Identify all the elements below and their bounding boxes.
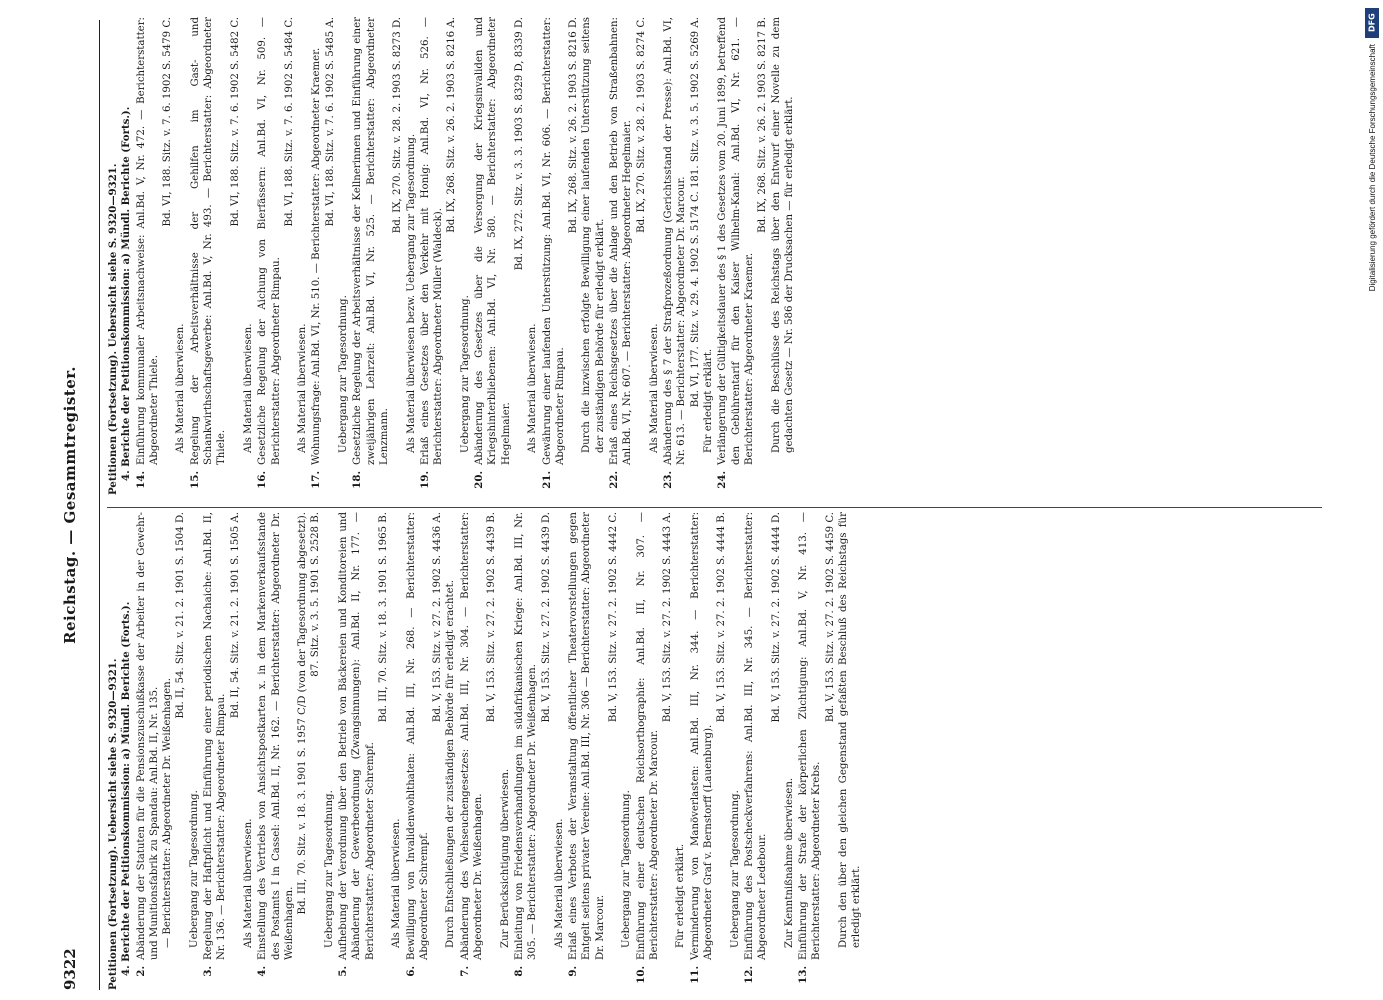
entry-text: Einführung kommunaler Arbeitsnachweise: Anl.Bd. V, Nr. 472. — Berichterstatter: Abgeordneter Thiele. [135,17,160,465]
entry-body [689,512,742,960]
entry-text: Als Material überwiesen. [553,818,565,948]
entry-text: Als Material überwiesen bezw. Uebergang zur Tagesordnung. [405,133,417,453]
entry-reference: Bd. V, 153. Sitz. v. 27. 2. 1902 S. 4439 B. [486,512,498,723]
entry-text: Regelung der Haftpflicht und Einführung einer periodischen Nachaiche: Anl.Bd. II, Nr. 136. — Berichterstatter: Abgeordneter Rimpau. [203,512,228,960]
entry-body [541,17,607,465]
entry-number: 10. [634,966,647,984]
right-column-heading: Petitionen (Fortsetzung). Uebersicht siehe S. 9320—9321. [107,163,119,495]
right-entries [135,17,797,495]
left-column-heading: Petitionen (Fortsetzung). Uebersicht siehe S. 9320—9321. [107,658,119,990]
entry-body [337,512,403,960]
entry-reference: Bd. IX, 268. Sitz. v. 26. 2. 1903 S. 8216 D. [568,17,580,234]
entry-number: 24. [716,471,729,489]
index-entry [635,512,688,990]
entry-number: 4. [256,966,269,977]
index-entry [567,512,633,990]
entry-body [135,512,201,960]
entry-number: 16. [256,471,269,489]
entry-text: Verminderung von Manöverlasten: Anl.Bd. III, Nr. 344. — Berichterstatter: Abgeordneter Graf v. Bernstorff (Lauenburg). [689,512,715,960]
entry-reference: Bd. V, 153. Sitz. v. 27. 2. 1902 S. 4442 C. [607,512,619,723]
entry-body [608,17,661,465]
entry-text: Regelung der Arbeitsverhältnisse der Gehilfen im Gast- und Schankwirthschaftsgewerbe: Anl.Bd. V, Nr. 493. — Berichterstatter: Abgeordneter Thiele. [189,17,228,465]
entry-text: Verlängerung der Gültigkeitsdauer des § 1 des Gesetzes vom 20. Juni 1899, betreffend den Gebührentarif für den Kaiser Wilhelm-Kanal: Anl.Bd. VI, Nr. 621. — Berichterstatter: Abgeordneter Kraemer. [717,17,755,465]
entry-body [567,512,633,960]
entry-text: Als Material überwiesen. [297,323,309,453]
rotated-page [55,0,1345,1000]
entry-text: Einführung einer deutschen Reichsorthographie: Anl.Bd. III, Nr. 307. — Berichterstatter: Abgeordneter Dr. Marcour. [635,512,660,960]
entry-body [202,512,255,960]
entry-reference: Bd. II, 54. Sitz. v. 21. 2. 1901 S. 1504 D. [175,512,187,719]
entry-text: Als Material überwiesen. [648,323,660,453]
entry-body [662,17,715,465]
index-entry [351,17,417,495]
entry-text: Aufhebung der Verordnung über den Betrieb von Bäckereien und Konditoreien und Abänderung der Gewerbeordnung (Zwangsinnungen): Anl.Bd. II, Nr. 177. — Berichterstatter: Abgeordneter Schrempf. [338,512,376,960]
entry-body [716,17,796,465]
entry-text: Als Material überwiesen. [242,818,254,948]
column-divider [107,507,1322,508]
index-entry [608,17,661,495]
digitization-credit: Digitalisierung gefördert durch die Deutsche Forschungsgemeinschaft [1367,44,1377,292]
entry-text: Erlaß eines Gesetzes über den Verkehr mit Honig: Anl.Bd. VI, Nr. 526. — Berichterstatter: Abgeordneter Müller (Waldeck). [419,17,445,465]
right-column-subheading: 4. Berichte der Petitionskommission: a) Mündl. Berichte (Forts.). [120,106,133,481]
entry-text: Zur Berücksichtigung überwiesen. [499,768,511,948]
entry-text: Durch die Beschlüsse des Reichstags über den Entwurf einer Novelle zu dem gedachten Gesetz — Nr. 586 der Drucksachen — für erledigt erklärt. [770,17,795,453]
entry-reference: Bd. IX, 270. Sitz. v. 28. 2. 1903 S. 8274 C. [635,17,647,233]
entry-text: Abänderung des Gesetzes über die Versorgung der Kriegsinvaliden und Kriegshinterbliebenen: Anl.Bd. VI, Nr. 580. — Berichterstatter: Abgeordneter Hegelmaier. [474,17,512,465]
entry-number: 2. [134,966,147,977]
entry-number: 18. [351,471,364,489]
entry-reference: 87. Sitz. v. 3. 5. 1901 S. 2528 B. [310,512,322,677]
entry-text: Als Material überwiesen. [242,323,254,453]
entry-number: 7. [458,966,471,977]
entry-text: Gesetzliche Regelung der Aichung von Bierfässern: Anl.Bd. VI, Nr. 509. — Berichterstatter: Abgeordneter Rimpau. [257,17,282,465]
entry-body [405,512,458,960]
entry-number: 21. [540,471,553,489]
entry-text: Bewilligung von Invalidenwohlthaten: Anl.Bd. III, Nr. 268. — Berichterstatter: Abgeordneter Schrempf. [405,512,430,960]
entry-text: Durch Entschließungen der zuständigen Behörde für erledigt erachtet. [445,579,457,948]
entry-reference: Bd. V, 153. Sitz. v. 27. 2. 1902 S. 4459 C. [824,512,836,723]
entry-reference: Bd. V, 153. Sitz. v. 27. 2. 1902 S. 4444 B. [716,512,728,723]
index-entry [716,17,796,495]
entry-text: Gewährung einer laufenden Unterstützung: Anl.Bd. VI, Nr. 606. — Berichterstatter: Abgeordneter Rimpau. [541,17,566,465]
entry-text: Uebergang zur Tagesordnung. [729,790,741,948]
entry-reference: Bd. VI, 188. Sitz. v. 7. 6. 1902 S. 5485 A. [324,17,336,227]
digitization-note [1365,8,1379,998]
entry-number: 8. [512,966,525,977]
entry-text: Für erledigt erklärt. [703,348,715,453]
entry-number: 19. [418,471,431,489]
entry-text: Abänderung der Statuten für die Pensionszuschußkasse der Arbeiter in der Gewehr- und Munitionsfabrik zu Spandau: Anl.Bd. II, Nr. 135. [135,512,160,960]
right-column [107,17,796,495]
index-entry [256,17,309,495]
index-entry [202,512,255,990]
entry-text: Abänderung des § 7 der Strafprozeßordnung (Gerichtsstand der Presse): Anl.Bd. VI, Nr. 613. — Berichterstatter: Abgeordneter Dr. Marcour. [663,17,688,465]
index-entry [135,512,201,990]
entry-text: Als Material überwiesen. [175,323,187,453]
page-title: Reichstag. — Gesammtregister. [61,366,79,644]
index-entry [256,512,336,990]
entry-body [513,512,566,960]
index-entry [513,512,566,990]
index-entry [419,17,472,495]
entry-number: 22. [607,471,620,489]
entry-text: Durch den über den gleichen Gegenstand gefaßten Beschluß des Reichstags für erledigt erklärt. [838,512,863,948]
page-header [55,20,95,990]
entry-number: 11. [688,966,701,984]
entry-reference: Bd. V, 153. Sitz. v. 27. 2. 1902 S. 4436 A. [432,512,444,723]
entry-body [459,512,512,960]
entry-reference: Bd. VI, 188. Sitz. v. 7. 6. 1902 S. 5479 C. [162,17,174,227]
entry-number: 6. [404,966,417,977]
index-entry [743,512,796,990]
entry-number: 12. [742,966,755,984]
entry-number: 17. [310,471,323,489]
index-entry [405,512,458,990]
entry-text: Abänderung des Viehseuchengesetzes: Anl.Bd. III, Nr. 304. — Berichterstatter: Abgeordneter Dr. Weißenhagen. [459,512,485,960]
entry-text: Einstellung des Vertriebs von Ansichtspostkarten x. in dem Markenverkaufsstande des Postamts I in Cassel: Anl.Bd. II, Nr. 162. — Berichterstatter: Abgeordneter Dr. Weißenhagen. [257,512,295,960]
entry-text: Erlaß eines Verbotes der Veranstaltung öffentlicher Theatervorstellungen gegen Entgelt seitens privater Vereine: Anl.Bd. III, Nr. 306 — Berichterstatter: Abgeordneter Dr. Marcour. [568,512,606,960]
entry-body [635,512,688,960]
entry-text: Uebergang zur Tagesordnung. [323,790,335,948]
entry-body [473,17,539,465]
index-entry [662,17,715,495]
index-entry [337,512,403,990]
entry-text: Als Material überwiesen. [527,323,539,453]
entry-text: Gesetzliche Regelung der Arbeitsverhältnisse der Kellnerinnen und Einführung einer zweijährigen Lehrzeit: Anl.Bd. VI, Nr. 525. — Berichterstatter: Abgeordneter Lenzmann. [352,17,390,465]
entry-body [256,512,336,960]
entry-body [256,17,309,465]
entry-reference: Bd. III, 70. Sitz. v. 18. 3. 1901 S. 1957 C/D (von der Tagesordnung abgesetzt). [297,512,309,915]
entry-reference: Bd. III, 70. Sitz. v. 18. 3. 1901 S. 1965 B. [377,512,389,723]
entry-number: 14. [134,471,147,489]
index-entry [541,17,607,495]
entry-reference: Bd. II, 54. Sitz. v. 21. 2. 1901 S. 1505 A. [229,512,241,719]
entry-text: Einführung der Strafe der körperlichen Züchtigung: Anl.Bd. V, Nr. 413. — Berichterstatter: Abgeordneter Krebs. [798,512,823,960]
entry-body [743,512,796,960]
entry-reference: Bd. V, 153. Sitz. v. 27. 2. 1902 S. 4443 A. [662,512,674,723]
entry-text: Uebergang zur Tagesordnung. [459,295,471,453]
entry-reference: Bd. IX, 268. Sitz. v. 26. 2. 1903 S. 8217 B. [757,17,769,233]
entry-reference: Bd. IX, 272. Sitz. v. 3. 3. 1903 S. 8329 D, 8339 D. [513,17,525,271]
entry-reference: Bd. IX, 268. Sitz. v. 26. 2. 1903 S. 8216 A. [446,17,458,233]
entry-text: Uebergang zur Tagesordnung. [188,790,200,948]
index-entry [473,17,539,495]
entry-body [351,17,417,465]
entry-text: Erlaß eines Reichsgesetzes über die Anlage und den Betrieb von Straßenbahnen: Anl.Bd. VI, Nr. 607. — Berichterstatter: Abgeordneter Hegelmaier. [608,17,634,465]
entry-text: Einführung des Postscheckverfahrens: Anl.Bd. III, Nr. 345. — Berichterstatter: Abgeordneter Ledebour. [743,512,769,960]
entry-reference: Bd. V, 153. Sitz. v. 27. 2. 1902 S. 4444 D. [770,512,782,723]
index-entry [797,512,863,990]
entry-reference: Bd. VI, 188. Sitz. v. 7. 6. 1902 S. 5482 C. [229,17,241,227]
page-number: 9322 [61,948,79,990]
entry-number: 13. [797,966,810,984]
index-entry [189,17,255,495]
header-rule [99,20,100,990]
entry-reference: Bd. VI, 177. Sitz. v. 29. 4. 1902 S. 5174 C. 181. Sitz. v. 3. 5. 1902 S. 5269 A. [689,17,701,408]
dfg-logo: DFG [1365,8,1379,38]
left-column-subheading: 4. Berichte der Petitionskommission: a) Mündl. Berichte (Forts.). [120,601,133,976]
entry-text: Uebergang zur Tagesordnung. [621,790,633,948]
left-entries [135,512,864,990]
entry-text: Wohnungsfrage: Anl.Bd. VI, Nr. 510. — Berichterstatter: Abgeordneter Kraemer. [311,47,323,465]
entry-reference: Bd. IX, 270. Sitz. v. 28. 2. 1903 S. 8273 D. [392,17,404,234]
entry-number: 9. [567,966,580,977]
index-entry [135,17,188,495]
entry-number: 15. [188,471,201,489]
entry-text: Durch die inzwischen erfolgte Bewilligung einer laufenden Unterstützung seitens der zuständigen Behörde für erledigt erklärt. [581,17,606,453]
entry-reference: Bd. V, 153. Sitz. v. 27. 2. 1902 S. 4439 D. [540,512,552,723]
entry-body [310,17,350,465]
entry-text: Zur Kenntnißnahme überwiesen. [783,777,795,948]
entry-number: 5. [337,966,350,977]
index-entry [689,512,742,990]
entry-number: 3. [202,966,215,977]
entry-number: 23. [662,471,675,489]
entry-text: Für erledigt erklärt. [675,843,687,948]
index-entry [310,17,350,495]
entry-text: Als Material überwiesen. [391,818,403,948]
entry-body [419,17,472,465]
entry-text: — Berichterstatter: Abgeordneter Dr. Weißenhagen. [162,678,174,948]
index-entry [459,512,512,990]
entry-body [189,17,255,465]
entry-body [797,512,863,960]
entry-text: Einleitung von Friedensverhandlungen im südafrikanischen Kriege: Anl.Bd. III, Nr. 305. — Berichterstatter: Abgeordneter Dr. Weißenhagen. [513,512,539,960]
left-column [107,512,864,990]
entry-text: Uebergang zur Tagesordnung. [338,295,350,453]
entry-reference: Bd. VI, 188. Sitz. v. 7. 6. 1902 S. 5484 C. [283,17,295,227]
entry-number: 20. [473,471,486,489]
entry-body [135,17,188,465]
